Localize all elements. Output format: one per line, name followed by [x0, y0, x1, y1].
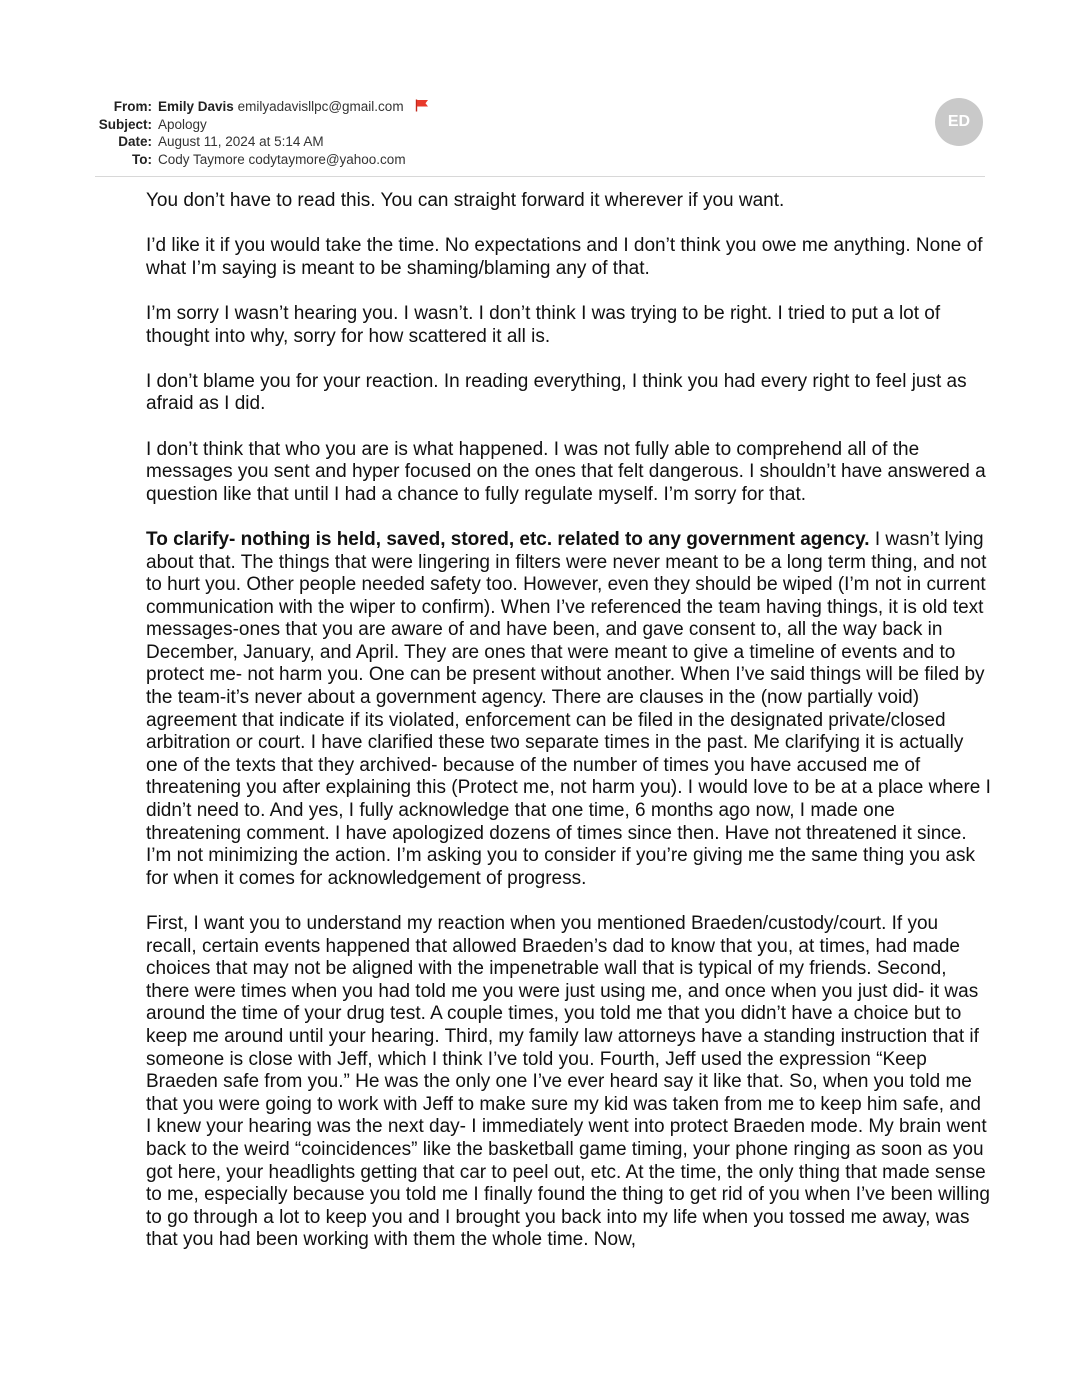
to-row — [86, 151, 986, 169]
date-value: August 11, 2024 at 5:14 AM — [158, 134, 324, 149]
date-row — [86, 133, 986, 151]
paragraph — [146, 529, 991, 891]
to-label: To: — [132, 151, 152, 167]
from-row — [86, 98, 986, 116]
sender-email[interactable]: emilyadavisllpc@gmail.com — [237, 99, 404, 114]
subject-label: Subject: — [98, 116, 152, 132]
paragraph: First, I want you to understand my reaction when you mentioned Braeden/custody/court. If you recall, certain events happened that allowed Braeden’s dad to know that you, at times, had made choices that may not be aligned with the impenetrable wall that is typical of my friends. Second, there were times when you had told me you were just using me, and once when you just did- it was around the time of your drug test. A couple times, you told me that you didn’t have a choice but to keep me around until your hearing. Third, my family law attorneys have a standing instruction that if someone is close with Jeff, which I think I’ve told you. Fourth, Jeff used the expression “Keep Braeden safe from you.” He was the only one I’ve ever heard say it like that. So, when you told me that you were going to work with Jeff to make sure my kid was taken from me to keep him safe, and I knew your hearing was the next day- I immediately went into protect Braeden mode. My brain went back to the weird “coincidences” like the basketball game timing, your phone ringing as soon as you got here, your headlights getting that car to peel out, etc. At the time, the only thing that made sense to me, especially because you told me I finally found the thing to get rid of you when I’ve been willing to go through a lot to keep you and I brought you back into my life when you tossed me away, was that you had been working with them the whole time. Now, — [146, 913, 990, 1251]
date-label: Date: — [118, 134, 152, 149]
email-header — [86, 98, 986, 168]
subject-value: Apology — [158, 116, 207, 132]
paragraph: You don’t have to read this. You can straight forward it wherever if you want. — [146, 190, 785, 211]
clarification-bold: To clarify- nothing is held, saved, stored, etc. related to any government agency. — [146, 528, 870, 550]
from-value — [158, 98, 429, 116]
page-bottom-margin — [0, 1300, 1080, 1397]
avatar-initials: ED — [947, 113, 971, 130]
paragraph: I’d like it if you would take the time. No expectations and I don’t think you owe me anything. None of what I’m saying is meant to be shaming/blaming any of that. — [146, 235, 983, 279]
flag-icon[interactable] — [415, 99, 429, 112]
paragraph: I’m sorry I wasn’t hearing you. I wasn’t. I don’t think I was trying to be right. I tried to put a lot of thought into why, sorry for how scattered it all is. — [146, 302, 941, 347]
from-label: From: — [113, 99, 152, 114]
paragraph: I don’t blame you for your reaction. In reading everything, I think you had every right to feel just as afraid as I did. — [146, 370, 967, 415]
sender-name[interactable]: Emily Davis — [158, 99, 234, 114]
recipient[interactable]: Cody Taymore codytaymore@yahoo.com — [158, 151, 406, 167]
header-divider — [95, 176, 985, 177]
email-body — [146, 190, 991, 1275]
subject-row — [86, 116, 986, 134]
avatar — [935, 98, 983, 146]
clarification-text: I wasn’t lying about that. The things that were lingering in filters were never meant to be a long term thing, and not to hurt you. Other people needed safety too. However, even they should be wiped (I’m not in current communication with the wiper to confirm). When I’ve referenced the team having things, it is old text messages-ones that you are aware of and have been, and gave consent to, all the way back in December, January, and April. They are ones that were meant to give a timeline of events and to protect me- not harm you. One can be present without another. When I’ve said things will be filed by the team-it’s never about a government agency. There are clauses in the (now partially void) agreement that indicate if its violated, enforcement can be filed in the designated private/closed arbitration or court. I have clarified these two separate times in the past. Me clarifying it is actually one of the texts that they archived- because of the number of times you have accused me of threatening you after explaining this (Protect me, not harm you). I would love to be at a place where I didn’t need to. And yes, I fully acknowledge that one time, 6 months ago now, I made one threatening comment. I have apologized dozens of times since then. Have not threatened it since. I’m not minimizing the action. I’m asking you to consider if you’re giving me the same thing you ask for when it comes for acknowledgement of progress. — [146, 528, 991, 889]
paragraph: I don’t think that who you are is what happened. I was not fully able to comprehend all of the messages you sent and hyper focused on the ones that felt dangerous. I shouldn’t have answered a question like that until I had a chance to fully regulate myself. I’m sorry for that. — [146, 438, 986, 505]
